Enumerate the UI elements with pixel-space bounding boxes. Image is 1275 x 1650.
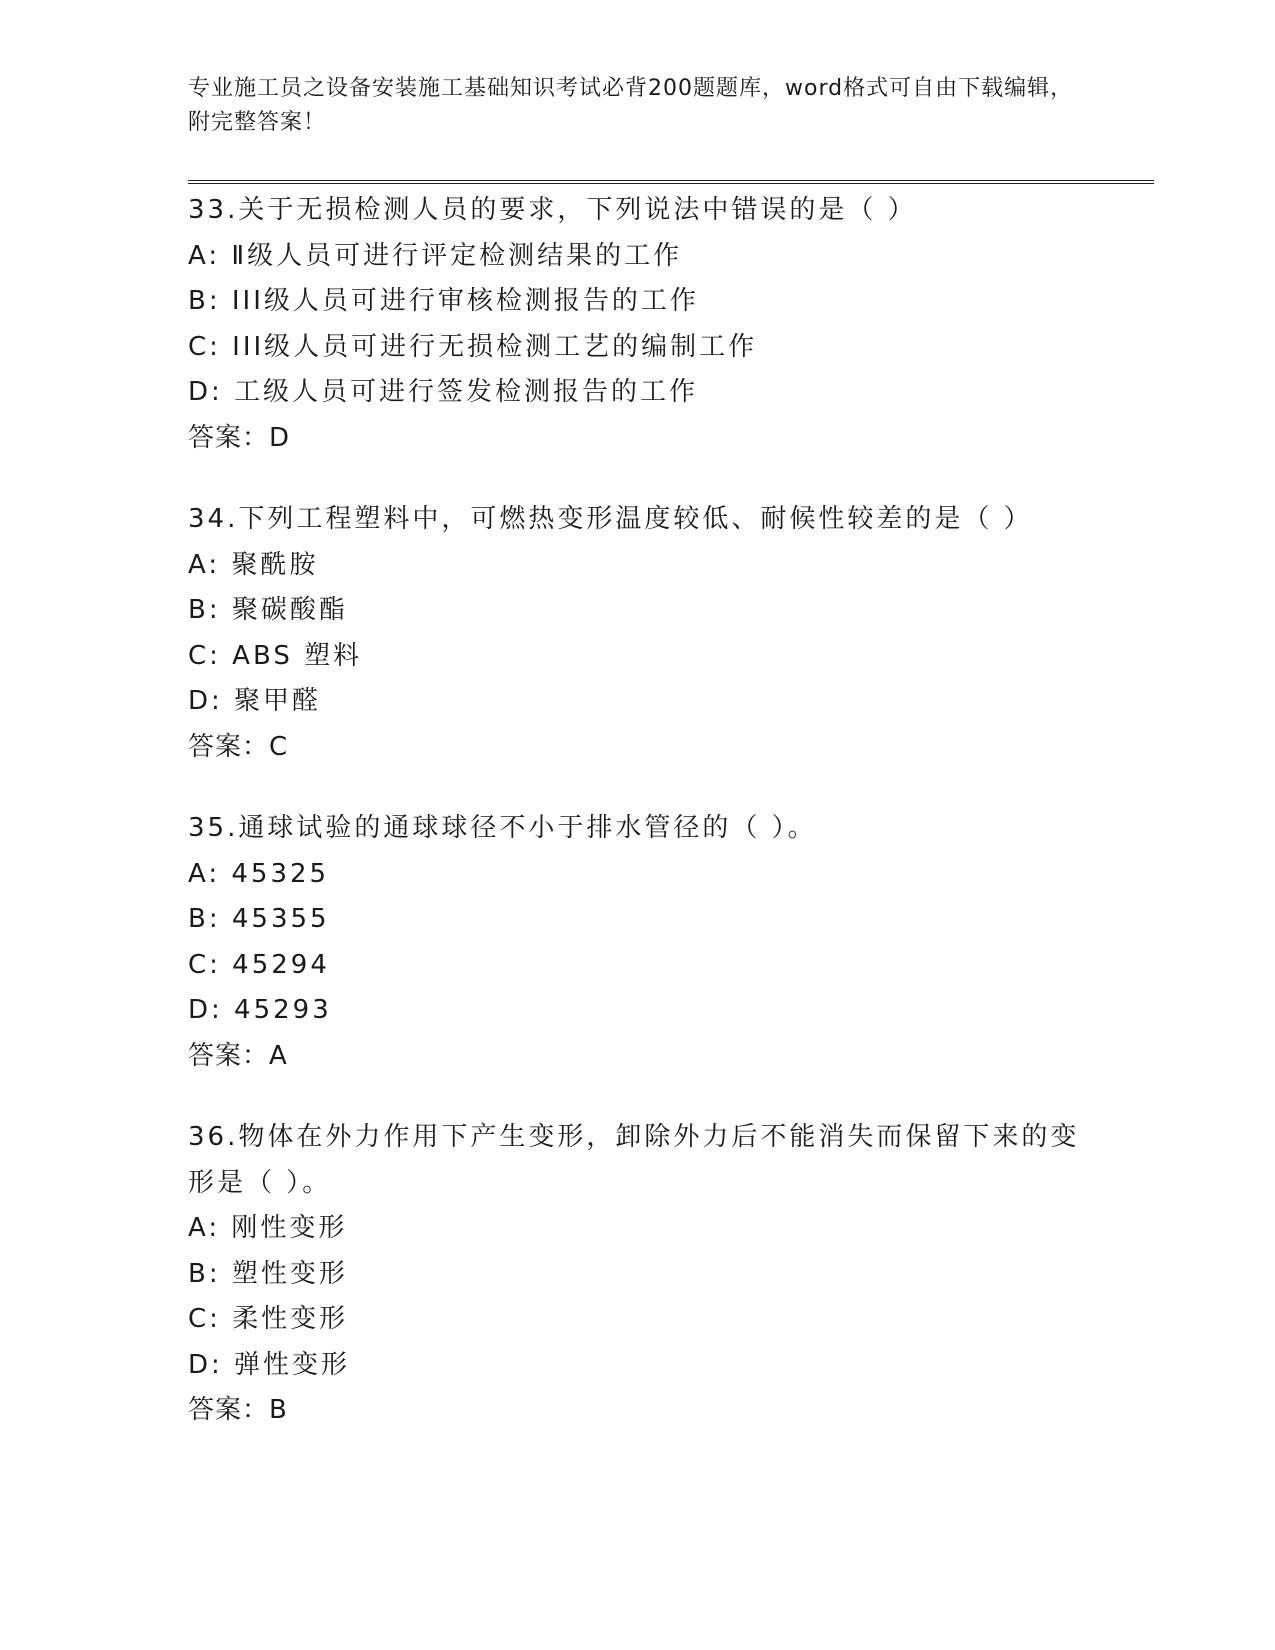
document-header	[188, 72, 1088, 140]
option-c: C: ABS 塑料	[188, 640, 363, 671]
option-a: A: 45325	[188, 858, 330, 889]
question-34	[188, 497, 1088, 770]
option-d: D: 弹性变形	[188, 1349, 351, 1380]
question-stem: 33.关于无损检测人员的要求，下列说法中错误的是（ ）	[188, 195, 917, 225]
option-c: C: III级人员可进行无损检测工艺的编制工作	[188, 331, 758, 362]
answer: 答案：A	[188, 1040, 288, 1071]
document-title: 专业施工员之设备安装施工基础知识考试必背200题题库，word格式可自由下载编辑，附完整答案！	[188, 76, 1074, 135]
question-36	[188, 1115, 1088, 1434]
question-list	[188, 188, 1088, 1470]
option-b: B: 塑性变形	[188, 1258, 348, 1289]
answer: 答案：B	[188, 1395, 288, 1425]
question-stem: 35.通球试验的通球球径不小于排水管径的（ ）。	[188, 813, 817, 843]
option-a: A: 刚性变形	[188, 1213, 348, 1243]
option-b: B: 聚碳酸酯	[188, 595, 348, 625]
option-b: B: III级人员可进行审核检测报告的工作	[188, 286, 699, 316]
option-d: D: 工级人员可进行签发检测报告的工作	[188, 377, 699, 407]
option-c: C: 柔性变形	[188, 1304, 349, 1334]
option-d: D: 聚甲醛	[188, 686, 322, 716]
answer: 答案：D	[188, 422, 291, 453]
header-divider	[188, 180, 1154, 184]
option-d: D: 45293	[188, 995, 332, 1025]
option-a: A: Ⅱ级人员可进行评定检测结果的工作	[188, 240, 683, 271]
question-stem: 36.物体在外力作用下产生变形，卸除外力后不能消失而保留下来的变形是（ ）。	[188, 1122, 1080, 1198]
option-a: A: 聚酰胺	[188, 549, 319, 580]
answer: 答案：C	[188, 731, 289, 762]
option-b: B: 45355	[188, 904, 330, 934]
option-c: C: 45294	[188, 949, 330, 980]
question-33	[188, 188, 1088, 461]
question-stem: 34.下列工程塑料中，可燃热变形温度较低、耐候性较差的是（ ）	[188, 504, 1033, 534]
question-35	[188, 806, 1088, 1079]
